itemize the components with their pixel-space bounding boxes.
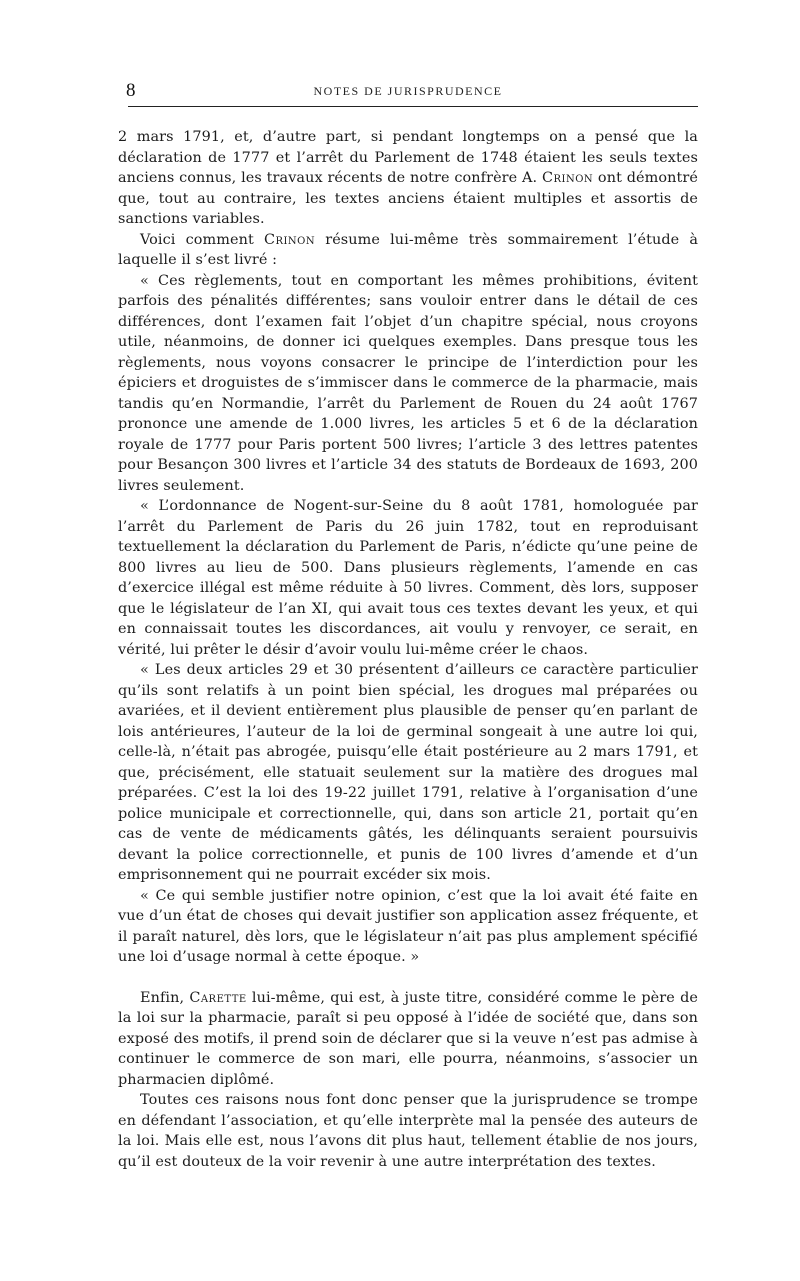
- page-header: [118, 72, 698, 104]
- quote-paragraph: « Ce qui semble justifier notre opinion, c’est que la loi avait été faite en vue d’un état de choses qui devait justifier son application assez fréquente, et il paraît naturel, dès lors, que le législateur n’ait pas plus amplement spécifié une loi d’usage normal à cette époque. »: [118, 887, 698, 965]
- paragraph: 2 mars 1791, et, d’autre part, si pendant longtemps on a pensé que la déclaration de 1777 et l’arrêt du Parlement de 1748 étaient les seuls textes anciens connus, les travaux récents de notre confrère A. Crinon ont démontré que, tout au contraire, les textes anciens étaient multiples et assortis de sanctions variables.: [118, 129, 698, 227]
- body-text: [118, 127, 698, 1172]
- author-name: Crinon: [541, 170, 594, 186]
- header-rule: [128, 106, 698, 107]
- quote-paragraph: « Ces règlements, tout en comportant les mêmes prohibitions, évitent parfois des pénalités différentes; sans vouloir entrer dans le détail de ces différences, dont l’examen fait l’objet d’un chapitre spécial, nous croyons utile, néanmoins, de donner ici quelques exemples. Dans presque tous les règlements, nous voyons consacrer le principe de l’interdiction pour les épiciers et droguistes de s’immiscer dans le commerce de la pharmacie, mais tandis qu’en Normandie, l’arrêt du Parlement de Rouen du 24 août 1767 prononce une amende de 1.000 livres, les articles 5 et 6 de la déclaration royale de 1777 pour Paris portent 500 livres; l’article 3 des lettres patentes pour Besançon 300 livres et l’article 34 des statuts de Bordeaux de 1693, 200 livres seulement.: [118, 272, 698, 494]
- quote-paragraph: « L’ordonnance de Nogent-sur-Seine du 8 août 1781, homologuée par l’arrêt du Parlement de Paris du 26 juin 1782, tout en reproduisant textuellement la déclaration du Parlement de Paris, n’édicte qu’une peine de 800 livres au lieu de 500. Dans plusieurs règlements, l’amende en cas d’exercice illégal est même réduite à 50 livres. Comment, dès lors, supposer que le législateur de l’an XI, qui avait tous ces textes devant les yeux, et qui en connaissait toutes les discordances, ait voulu y renvoyer, ce serait, en vérité, lui prêter le désir d’avoir voulu lui-même créer le chaos.: [118, 498, 698, 658]
- quote-paragraph: « Les deux articles 29 et 30 présentent d’ailleurs ce caractère particulier qu’ils sont relatifs à un point bien spécial, les drogues mal préparées ou avariées, et il devient entièrement plus plausible de penser qu’en parlant de lois antérieures, l’auteur de la loi de germinal songeait à une autre loi qui, celle-là, n’était pas abrogée, puisqu’elle était postérieure au 2 mars 1791, et que, précisément, elle statuait seulement sur la matière des drogues mal préparées. C’est la loi des 19-22 juillet 1791, relative à l’organisation d’une police municipale et correctionnelle, qui, dans son article 21, portait qu’en cas de vente de médicaments gâtés, les délinquants seraient poursuivis devant la police correctionnelle, et punis de 100 livres d’amende et d’un emprisonnement qui ne pourrait excéder six mois.: [118, 662, 698, 883]
- document-page: [118, 72, 698, 1172]
- paragraph: Enfin, Carette lui-même, qui est, à juste titre, considéré comme le père de la loi sur la pharmacie, paraît si peu opposé à l’idée de société que, dans son exposé des motifs, il prend soin de déclarer que si la veuve n’est pas admise à continuer le commerce de son mari, elle pourra, néanmoins, s’associer un pharmacien diplômé.: [118, 989, 698, 1088]
- page-number: 8: [126, 80, 136, 101]
- author-name: Crinon: [263, 231, 316, 248]
- paragraph: Toutes ces raisons nous font donc penser que la jurisprudence se trompe en défendant l’association, et qu’elle interprète mal la pensée des auteurs de la loi. Mais elle est, nous l’avons dit plus haut, tellement établie de nos jours, qu’il est douteux de la voir revenir à une autre interprétation des textes.: [118, 1092, 698, 1170]
- running-title: NOTES DE JURISPRUDENCE: [313, 84, 503, 98]
- author-name: Carette: [189, 989, 247, 1006]
- paragraph: Voici comment Crinon résume lui-même très sommairement l’étude à laquelle il s’est livré :: [118, 231, 698, 268]
